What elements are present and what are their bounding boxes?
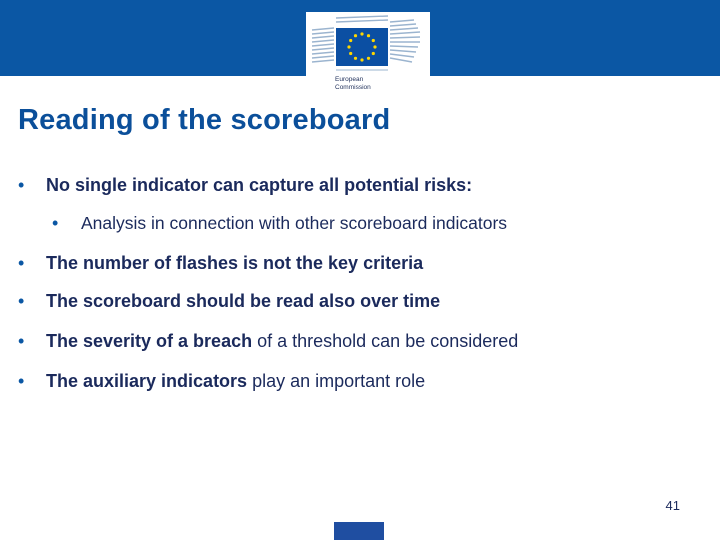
- bullet-text: No single indicator can capture all potential risks:: [46, 175, 473, 195]
- page-number: 41: [665, 498, 680, 513]
- bullet-dot: •: [18, 253, 25, 273]
- bullet-regular-text: play an important role: [247, 371, 426, 391]
- org-name-line2: Commission: [335, 83, 371, 91]
- sub-bullet-text: Analysis in connection with other scoreboard indicators: [81, 213, 508, 233]
- bullet-regular-text: of a threshold can be considered: [252, 331, 519, 351]
- bullet-dot: •: [18, 371, 25, 391]
- bullet-text: The scoreboard should be read also over time: [46, 291, 441, 311]
- european-commission-logo: [306, 12, 430, 100]
- bullet-dot: •: [18, 175, 25, 195]
- bullet-dot: •: [18, 291, 25, 311]
- bullet-dot: •: [52, 213, 59, 233]
- bullet-bold-text: The auxiliary indicators: [46, 371, 248, 391]
- bullet-bold-text: The severity of a breach: [46, 331, 253, 351]
- footer-bar: [334, 522, 384, 540]
- org-name-line1: European: [335, 76, 364, 83]
- bullet-dot: •: [18, 331, 25, 351]
- slide-title: Reading of the scoreboard: [18, 104, 391, 136]
- bullet-text: The number of flashes is not the key criteria: [46, 253, 424, 273]
